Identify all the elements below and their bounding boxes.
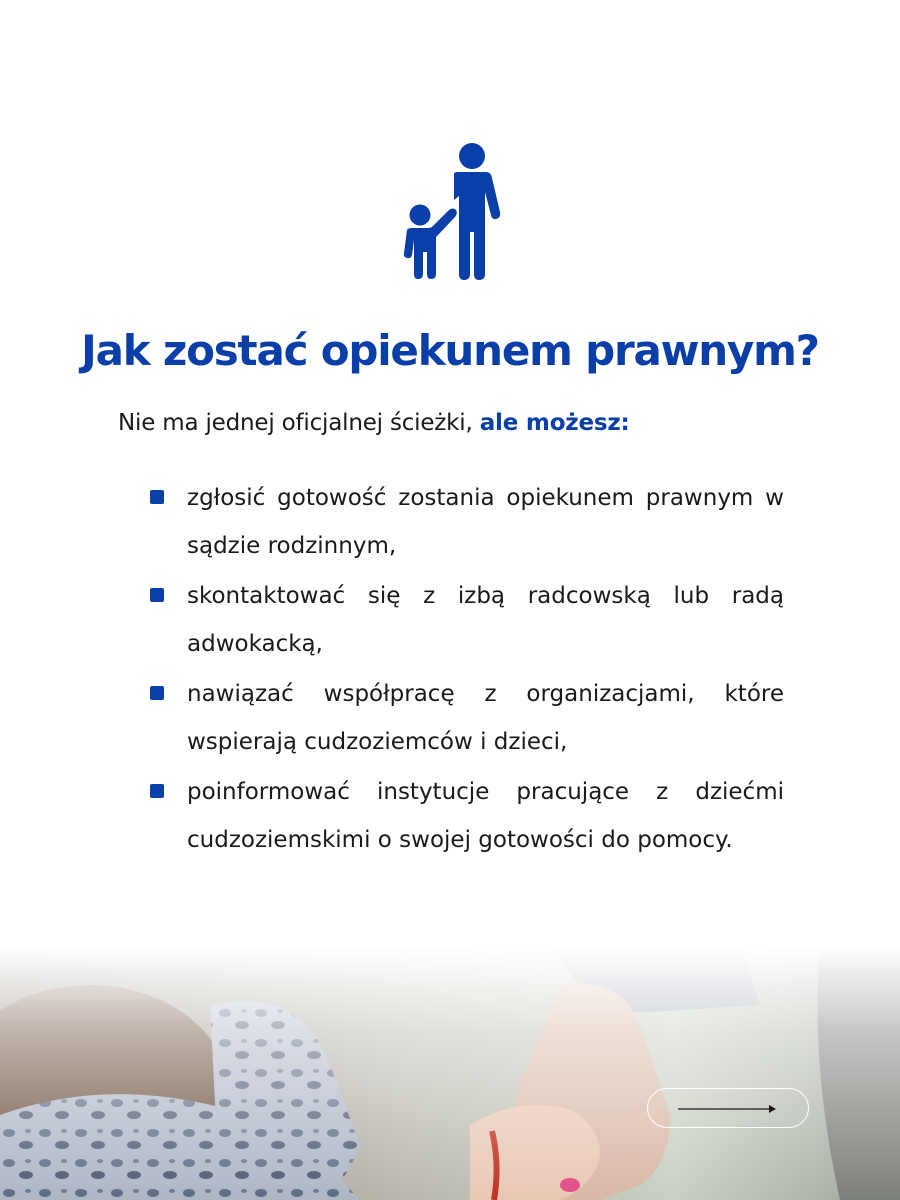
bullet-icon — [150, 686, 164, 700]
page-title: Jak zostać opiekunem prawnym? — [81, 326, 819, 375]
arrow-right-icon — [678, 1102, 778, 1116]
intro-accent: ale możesz: — [479, 410, 630, 436]
parent-child-icon — [396, 140, 506, 285]
next-button[interactable] — [647, 1088, 809, 1128]
intro-plain: Nie ma jednej oficjalnej ścieżki, — [118, 410, 480, 436]
list-item — [150, 768, 784, 864]
bullet-icon — [150, 784, 164, 798]
bullet-icon — [150, 490, 164, 504]
intro-text — [118, 410, 798, 436]
list-item-text: nawiązać współpracę z organizacjami, które wspierają cudzoziemców i dzieci, — [187, 681, 784, 755]
hands-photo — [0, 945, 900, 1200]
list-item-text: poinformować instytucje pracujące z dziećmi cudzoziemskimi o swojej gotowości do pomocy. — [187, 779, 784, 853]
list-item — [150, 474, 784, 570]
list-item — [150, 670, 784, 766]
list-item — [150, 572, 784, 668]
bullet-icon — [150, 588, 164, 602]
options-list — [150, 474, 784, 866]
list-item-text: skontaktować się z izbą radcowską lub radą adwokacką, — [187, 583, 784, 657]
list-item-text: zgłosić gotowość zostania opiekunem prawnym w sądzie rodzinnym, — [187, 485, 784, 559]
